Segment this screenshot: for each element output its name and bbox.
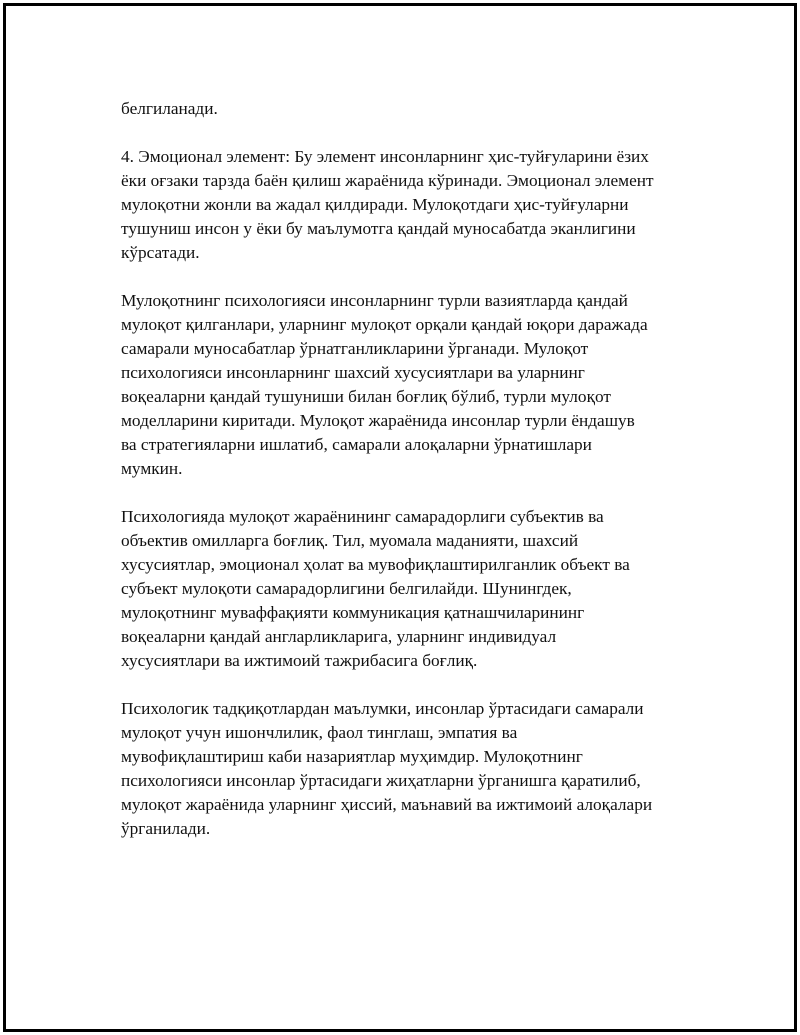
text-line: воқеаларни қандай тушуниши билан боғлиқ бўлиб, турли мулоқот bbox=[121, 387, 611, 406]
paragraph-4 bbox=[121, 505, 711, 673]
text-line: 4. Эмоционал элемент: Бу элемент инсонларнинг ҳис-туйғуларини ёзих bbox=[121, 147, 649, 166]
text-line: тушуниш инсон у ёки бу маълумотга қандай муносабатда эканлигини bbox=[121, 219, 636, 238]
text-line: объектив омилларга боғлиқ. Тил, муомала маданияти, шахсий bbox=[121, 531, 579, 550]
text-line: мулоқотни жонли ва жадал қилдиради. Мулоқотдаги ҳис-туйғуларни bbox=[121, 195, 629, 214]
text-line: Психологик тадқиқотлардан маълумки, инсонлар ўртасидаги самарали bbox=[121, 699, 644, 718]
text-line: ўрганилади. bbox=[121, 819, 211, 838]
text-line: моделларини киритади. Мулоқот жараёнида инсонлар турли ёндашув bbox=[121, 411, 635, 430]
text-line: белгиланади. bbox=[121, 99, 218, 118]
paragraph-1 bbox=[121, 97, 711, 121]
text-line: хусусиятлар, эмоционал ҳолат ва мувофиқлаштирилганлик объект ва bbox=[121, 555, 630, 574]
text-line: самарали муносабатлар ўрнатганликларини ўрганади. Мулоқот bbox=[121, 339, 589, 358]
text-line: кўрсатади. bbox=[121, 243, 200, 262]
text-line: психологияси инсонларнинг шахсий хусусиятлари ва уларнинг bbox=[121, 363, 585, 382]
text-line: мулоқот қилганлари, уларнинг мулоқот орқали қандай юқори даражада bbox=[121, 315, 648, 334]
text-line: Мулоқотнинг психологияси инсонларнинг турли вазиятларда қандай bbox=[121, 291, 628, 310]
text-line: мулоқот жараёнида уларнинг ҳиссий, маънавий ва ижтимоий алоқалари bbox=[121, 795, 653, 814]
text-line: воқеаларни қандай англарликларига, уларнинг индивидуал bbox=[121, 627, 557, 646]
text-line: мумкин. bbox=[121, 459, 183, 478]
text-line: субъект мулоқоти самарадорлигини белгилайди. Шунингдек, bbox=[121, 579, 572, 598]
text-line: мулоқотнинг муваффақияти коммуникация қатнашчиларининг bbox=[121, 603, 585, 622]
paragraph-2 bbox=[121, 145, 711, 265]
text-line: психологияси инсонлар ўртасидаги жиҳатларни ўрганишга қаратилиб, bbox=[121, 771, 641, 790]
paragraph-3 bbox=[121, 289, 711, 481]
page bbox=[3, 3, 797, 1032]
text-line: хусусиятлари ва ижтимоий тажрибасига боғлиқ. bbox=[121, 651, 478, 670]
document-body bbox=[121, 97, 711, 865]
text-line: ёки оғзаки тарзда баён қилиш жараёнида кўринади. Эмоционал элемент bbox=[121, 171, 654, 190]
text-line: мулоқот учун ишончлилик, фаол тинглаш, эмпатия ва bbox=[121, 723, 518, 742]
text-line: Психологияда мулоқот жараёнининг самарадорлиги субъектив ва bbox=[121, 507, 604, 526]
text-line: мувофиқлаштириш каби назариятлар муҳимдир. Мулоқотнинг bbox=[121, 747, 583, 766]
text-line: ва стратегияларни ишлатиб, самарали алоқаларни ўрнатишлари bbox=[121, 435, 592, 454]
paragraph-5 bbox=[121, 697, 711, 841]
